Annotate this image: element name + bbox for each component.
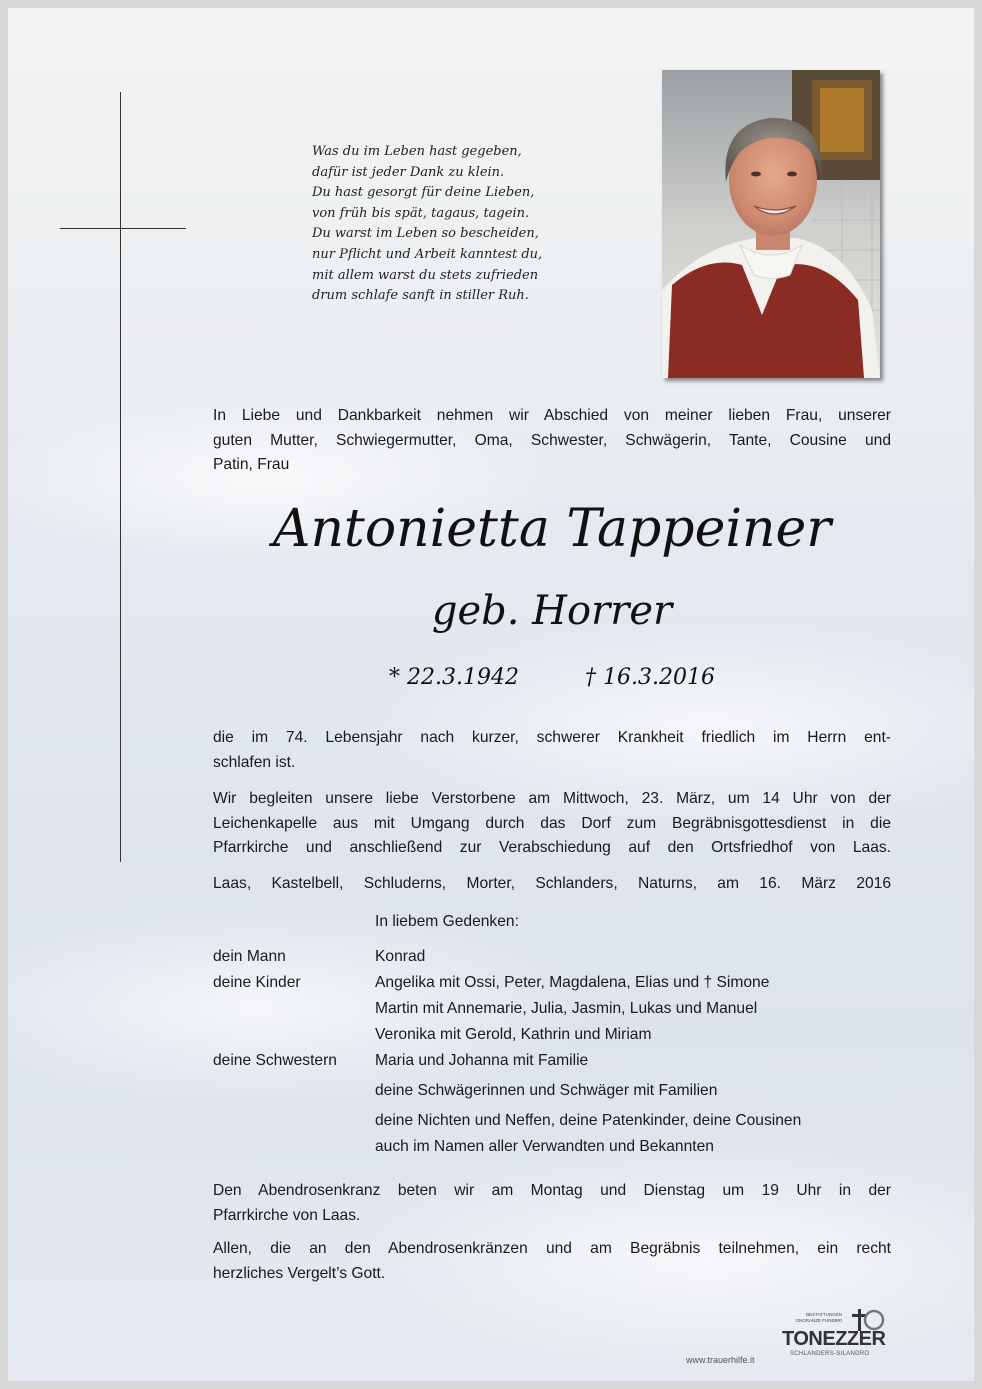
rosary-line: Den Abendrosenkranz beten wir am Montag und Dienstag um 19 Uhr in der xyxy=(213,1182,891,1199)
cross-horizontal-bar xyxy=(60,228,186,229)
others-line: auch im Namen aller Verwandten und Bekannten xyxy=(375,1138,714,1155)
in-memory-heading: In liebem Gedenken: xyxy=(375,913,519,930)
thanks-line: Allen, die an den Abendrosenkränzen und am Begräbnis teilnehmen, ein recht xyxy=(213,1240,891,1257)
intro-paragraph xyxy=(213,404,891,478)
cross-vertical-bar xyxy=(120,92,121,862)
children-line: Martin mit Annemarie, Julia, Jasmin, Lukas und Manuel xyxy=(375,1000,758,1017)
poem-line: mit allem warst du stets zufrieden xyxy=(312,267,539,283)
poem-line: Du hast gesorgt für deine Lieben, xyxy=(312,185,535,201)
logo-name: TONEZZER xyxy=(782,1328,886,1350)
portrait-image xyxy=(662,70,880,378)
rosary-paragraph xyxy=(213,1179,891,1228)
logo-tagline-line: BESTATTUNGEN xyxy=(806,1312,842,1317)
death-paragraph xyxy=(213,726,891,775)
children-line: Veronika mit Gerold, Kathrin und Miriam xyxy=(375,1026,652,1043)
logo-tagline xyxy=(766,1312,842,1323)
poem-line: dafür ist jeder Dank zu klein. xyxy=(312,164,505,180)
intro-line: guten Mutter, Schwiegermutter, Oma, Schwester, Schwägerin, Tante, Cousine und xyxy=(213,431,891,449)
rosary-line: Pfarrkirche von Laas. xyxy=(213,1206,361,1224)
sisters-names: Maria und Johanna mit Familie xyxy=(375,1052,589,1069)
deceased-name: Antonietta Tappeiner xyxy=(272,499,832,559)
death-date: † 16.3.2016 xyxy=(585,665,715,690)
portrait-photo xyxy=(662,70,880,378)
memorial-poem xyxy=(312,142,612,307)
life-dates xyxy=(213,664,891,692)
sisters-label: deine Schwestern xyxy=(213,1052,337,1069)
inlaws-line: deine Schwägerinnen und Schwäger mit Familien xyxy=(375,1082,718,1099)
logo-subtitle: SCHLANDERS-SILANDRO xyxy=(790,1351,870,1357)
others-line: deine Nichten und Neffen, deine Patenkinder, deine Cousinen xyxy=(375,1112,802,1129)
logo-tagline-line: ONORANZE FUNEBRI xyxy=(795,1317,842,1323)
obituary-page xyxy=(8,8,974,1381)
funeral-line: Pfarrkirche und anschließend zur Verabschiedung auf den Ortsfriedhof von Laas. xyxy=(213,839,891,856)
place-date-line: Laas, Kastelbell, Schluderns, Morter, Schlanders, Naturns, am 16. März 2016 xyxy=(213,875,891,892)
intro-line: In Liebe und Dankbarkeit nehmen wir Abschied von meiner lieben Frau, unserer xyxy=(213,407,891,424)
poem-line: von früh bis spät, tagaus, tagein. xyxy=(312,205,530,221)
poem-line: nur Pflicht und Arbeit kanntest du, xyxy=(312,246,543,262)
poem-line: Was du im Leben hast gegeben, xyxy=(312,144,522,159)
death-line: schlafen ist. xyxy=(213,753,296,771)
thanks-line: herzliches Vergelt’s Gott. xyxy=(213,1264,386,1282)
poem-line: drum schlafe sanft in stiller Ruh. xyxy=(312,288,529,304)
husband-name: Konrad xyxy=(375,948,426,965)
maiden-name: geb. Horrer xyxy=(431,588,673,634)
children-line: Angelika mit Ossi, Peter, Magdalena, Elias und † Simone xyxy=(375,974,770,991)
husband-label: dein Mann xyxy=(213,948,286,965)
funeral-paragraph xyxy=(213,787,891,861)
death-line: die im 74. Lebensjahr nach kurzer, schwerer Krankheit friedlich im Herrn ent- xyxy=(213,729,891,746)
birth-date: * 22.3.1942 xyxy=(389,665,519,690)
funeral-home-logo xyxy=(766,1308,896,1368)
intro-line: Patin, Frau xyxy=(213,456,290,473)
place-date xyxy=(213,872,891,897)
poem-line: Du warst im Leben so bescheiden, xyxy=(312,226,539,242)
children-label: deine Kinder xyxy=(213,974,301,991)
funeral-line: Leichenkapelle aus mit Umgang durch das Dorf zum Begräbnisgottesdienst in die xyxy=(213,814,891,832)
footer-url: www.trauerhilfe.it xyxy=(686,1355,755,1365)
thanks-paragraph xyxy=(213,1237,891,1286)
funeral-line: Wir begleiten unsere liebe Verstorbene am Mittwoch, 23. März, um 14 Uhr von der xyxy=(213,790,891,807)
